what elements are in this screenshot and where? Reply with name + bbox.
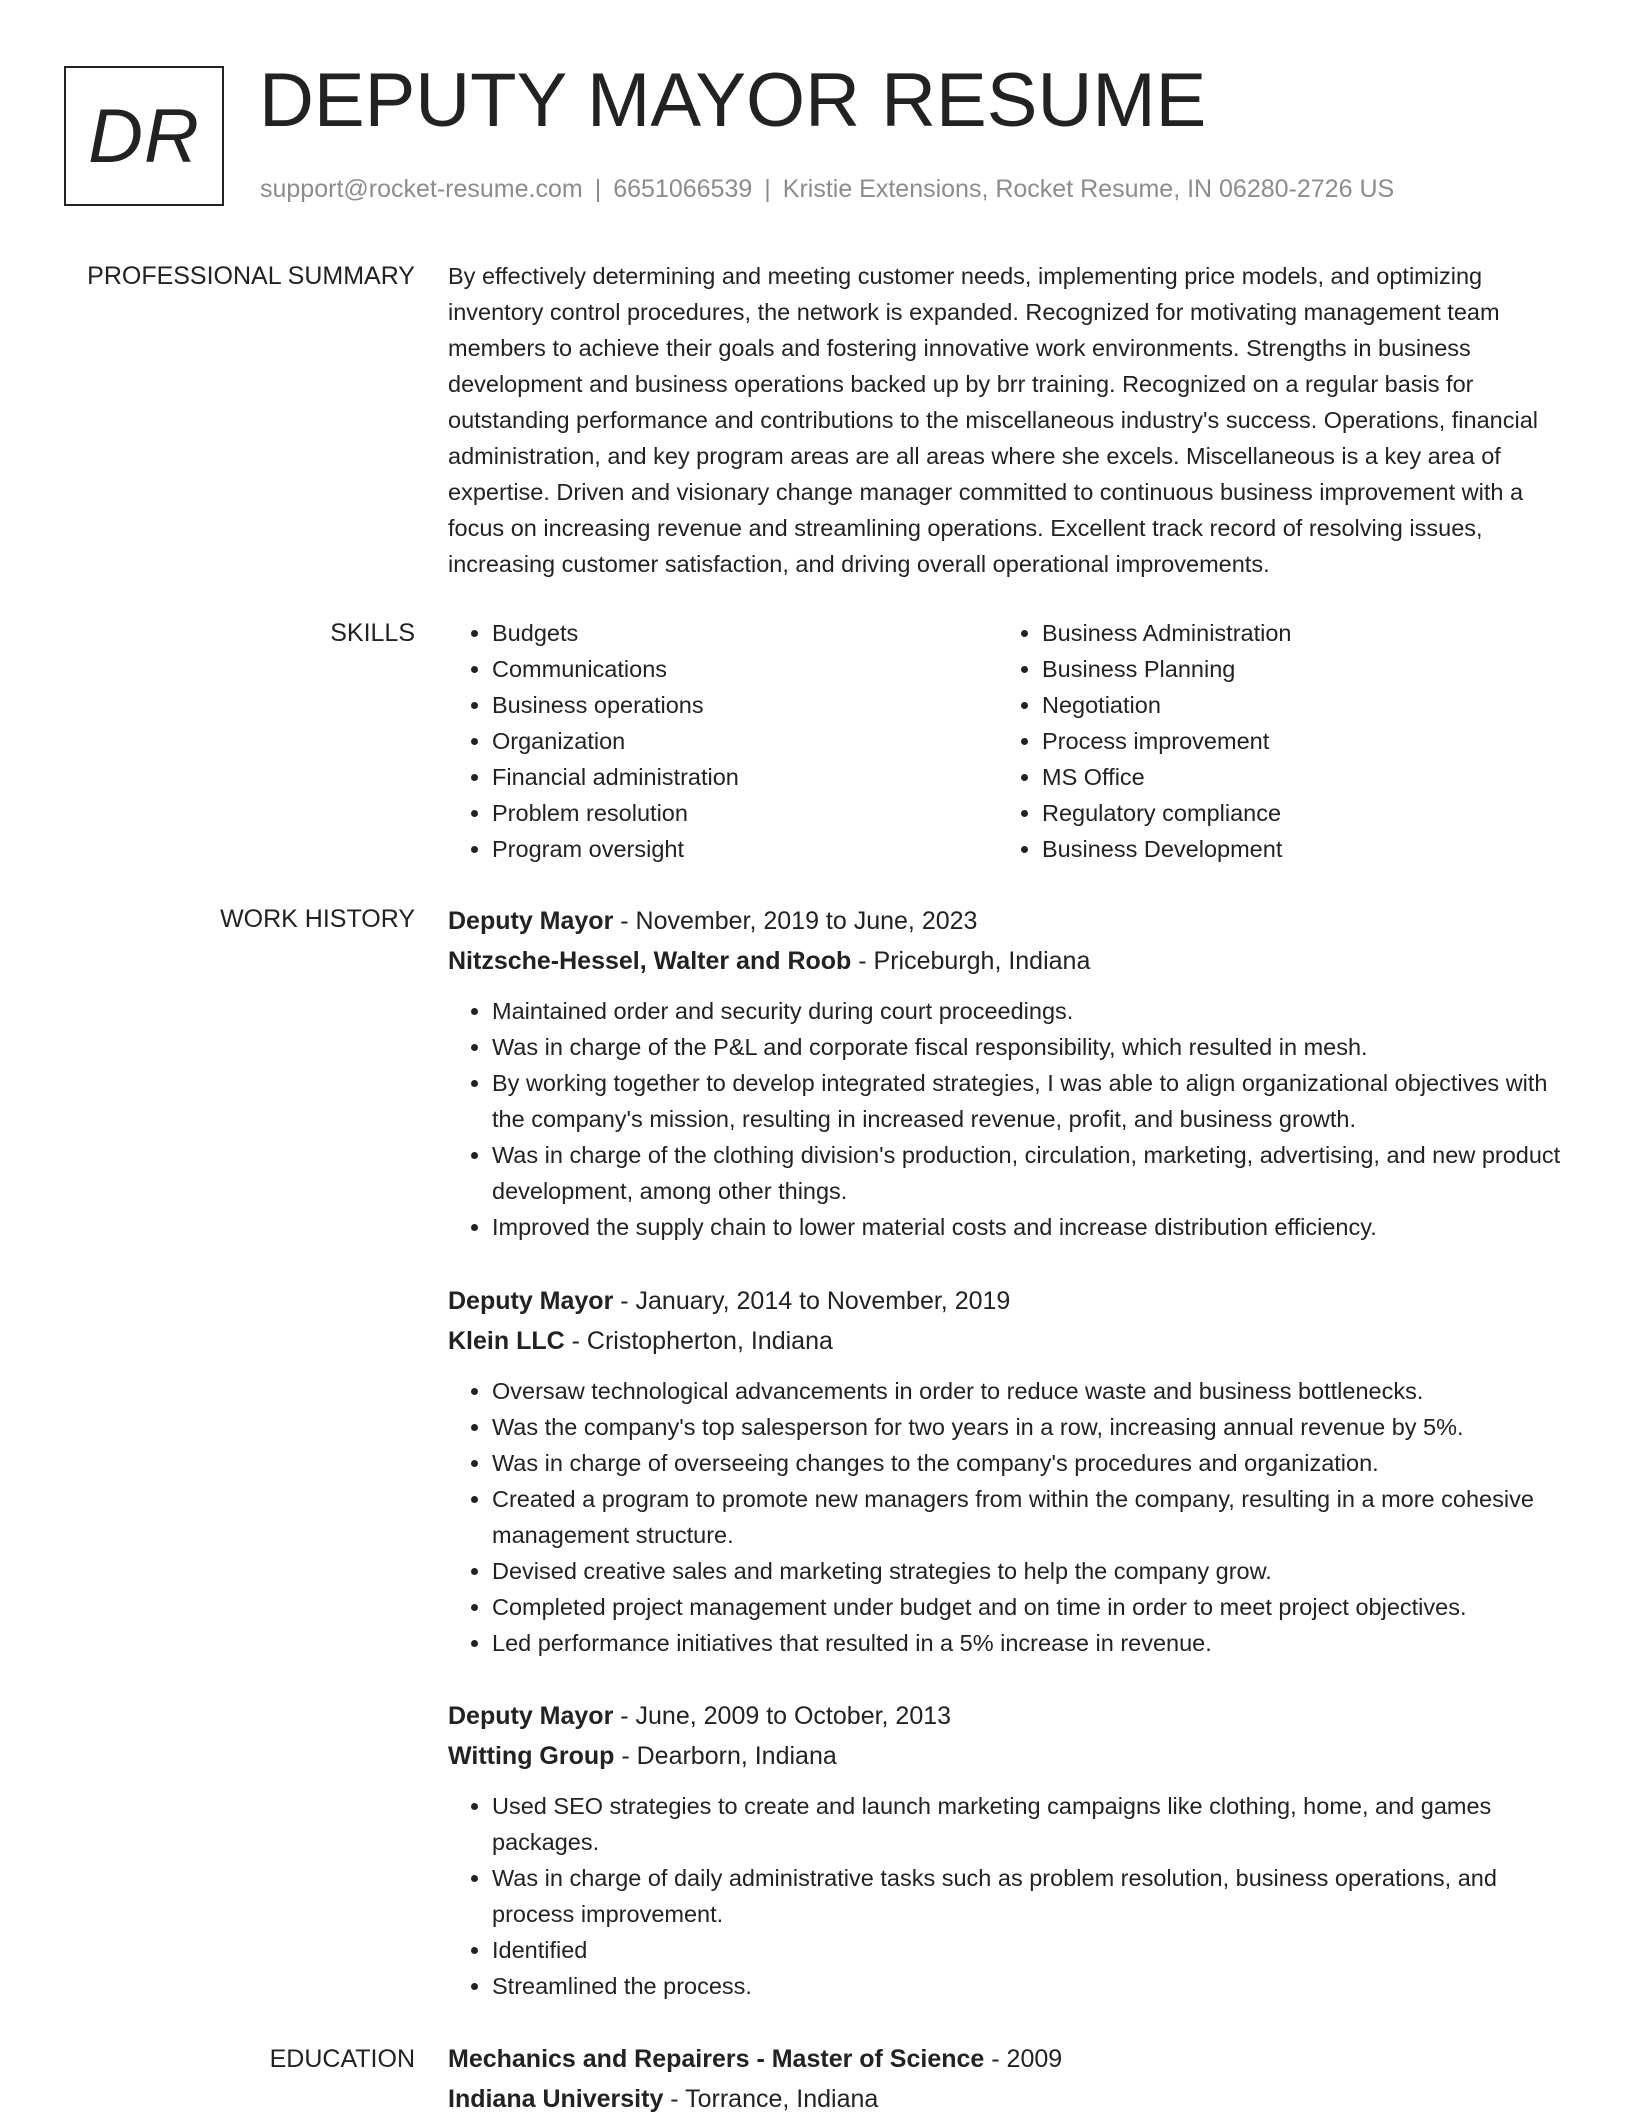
skill-item: • Problem resolution	[492, 795, 739, 831]
job-location: - Dearborn, Indiana	[614, 1742, 837, 1770]
section-label-summary: PROFESSIONAL SUMMARY	[87, 262, 415, 290]
skill-item: • MS Office	[1042, 759, 1291, 795]
job-bullet: • Used SEO strategies to create and launch marketing campaigns like clothing, home, and games packages.	[492, 1788, 1568, 1860]
job-bullet: • Identified	[492, 1932, 1568, 1968]
job-bullet: • Was in charge of the P&L and corporate fiscal responsibility, which resulted in mesh.	[492, 1029, 1568, 1065]
contact-phone: 6651066539	[613, 175, 753, 203]
job-bullet: • Completed project management under budget and on time in order to meet project objectives.	[492, 1589, 1568, 1625]
skill-item: • Negotiation	[1042, 687, 1291, 723]
job-entry	[448, 901, 1568, 1245]
job-bullets	[448, 993, 1568, 1245]
job-bullet: • Maintained order and security during court proceedings.	[492, 993, 1568, 1029]
monogram-logo: DR	[64, 66, 224, 206]
job-company-line	[448, 941, 1568, 981]
contact-address: Kristie Extensions, Rocket Resume, IN 06280-2726 US	[782, 175, 1395, 203]
contact-separator: |	[764, 175, 771, 203]
job-location: - Cristopherton, Indiana	[564, 1327, 833, 1355]
job-dates: - June, 2009 to October, 2013	[613, 1702, 952, 1730]
skill-item: • Organization	[492, 723, 739, 759]
job-title: Deputy Mayor	[448, 1287, 614, 1315]
job-company: Klein LLC	[448, 1327, 565, 1355]
job-bullet: • Oversaw technological advancements in order to reduce waste and business bottlenecks.	[492, 1373, 1568, 1409]
contact-line	[260, 174, 1394, 204]
job-location: - Priceburgh, Indiana	[851, 947, 1091, 975]
section-label-skills: SKILLS	[330, 619, 415, 647]
skill-item: • Business Planning	[1042, 651, 1291, 687]
job-bullet: • Created a program to promote new managers from within the company, resulting in a more cohesive management structure.	[492, 1481, 1568, 1553]
job-bullet: • Was in charge of daily administrative tasks such as problem resolution, business operations, and process improvement.	[492, 1860, 1568, 1932]
job-title: Deputy Mayor	[448, 1702, 614, 1730]
summary-body	[448, 258, 1568, 582]
job-entry	[448, 1696, 1568, 2004]
education-location: - Torrance, Indiana	[663, 2085, 879, 2113]
job-bullet: • Was the company's top salesperson for two years in a row, increasing annual revenue by 5%.	[492, 1409, 1568, 1445]
job-bullet: • Streamlined the process.	[492, 1968, 1568, 2004]
skills-list-left	[448, 615, 739, 867]
section-label-education: EDUCATION	[269, 2045, 415, 2073]
job-entry	[448, 1281, 1568, 1661]
job-bullets	[448, 1788, 1568, 2004]
job-bullet: • Led performance initiatives that resulted in a 5% increase in revenue.	[492, 1625, 1568, 1661]
skill-item: • Financial administration	[492, 759, 739, 795]
skill-item: • Business Development	[1042, 831, 1291, 867]
skill-item: • Regulatory compliance	[1042, 795, 1291, 831]
contact-separator: |	[594, 175, 602, 203]
skill-item: • Business operations	[492, 687, 739, 723]
summary-text: By effectively determining and meeting customer needs, implementing price models, and optimizing inventory control procedures, the network is expanded. Recognized for motivating management team members to achieve their goals and fostering innovative work environments. Strengths in business development and business operations backed up by brr training. Recognized on a regular basis for outstanding performance and contributions to the miscellaneous industry's success. Operations, financial administration, and key program areas are all areas where she excels. Miscellaneous is a key area of expertise. Driven and visionary change manager committed to continuous business improvement with a focus on increasing revenue and streamlining operations. Excellent track record of resolving issues, increasing customer satisfaction, and driving overall operational improvements.	[448, 263, 1538, 577]
skill-item: • Communications	[492, 651, 739, 687]
job-title-line	[448, 1281, 1568, 1321]
page-title: DEPUTY MAYOR RESUME	[259, 58, 1207, 143]
job-bullet: • Was in charge of the clothing division's production, circulation, marketing, advertising, and new product development, among other things.	[492, 1137, 1568, 1209]
job-bullets	[448, 1373, 1568, 1661]
job-dates: - January, 2014 to November, 2019	[613, 1287, 1011, 1315]
skills-list-right	[998, 615, 1291, 867]
education-school-line	[448, 2079, 1568, 2119]
job-company-line	[448, 1736, 1568, 1776]
job-bullet: • By working together to develop integrated strategies, I was able to align organizational objectives with the company's mission, resulting in increased revenue, profit, and business growth.	[492, 1065, 1568, 1137]
job-company: Nitzsche-Hessel, Walter and Roob	[448, 947, 852, 975]
job-title-line	[448, 901, 1568, 941]
skill-item: • Process improvement	[1042, 723, 1291, 759]
job-company-line	[448, 1321, 1568, 1361]
skill-item: • Business Administration	[1042, 615, 1291, 651]
skill-item: • Budgets	[492, 615, 739, 651]
job-bullet: • Devised creative sales and marketing strategies to help the company grow.	[492, 1553, 1568, 1589]
education-entry	[448, 2039, 1568, 2119]
job-company: Witting Group	[448, 1742, 615, 1770]
job-title: Deputy Mayor	[448, 907, 614, 935]
education-degree: Mechanics and Repairers - Master of Science	[448, 2045, 985, 2073]
job-bullet: • Was in charge of overseeing changes to the company's procedures and organization.	[492, 1445, 1568, 1481]
skill-item: • Program oversight	[492, 831, 739, 867]
section-label-work-history: WORK HISTORY	[220, 905, 415, 933]
contact-email: support@rocket-resume.com	[260, 175, 583, 203]
education-school: Indiana University	[448, 2085, 664, 2113]
job-dates: - November, 2019 to June, 2023	[613, 907, 978, 935]
education-degree-line	[448, 2039, 1568, 2079]
job-bullet: • Improved the supply chain to lower material costs and increase distribution efficiency.	[492, 1209, 1568, 1245]
job-title-line	[448, 1696, 1568, 1736]
education-year: - 2009	[984, 2045, 1063, 2073]
